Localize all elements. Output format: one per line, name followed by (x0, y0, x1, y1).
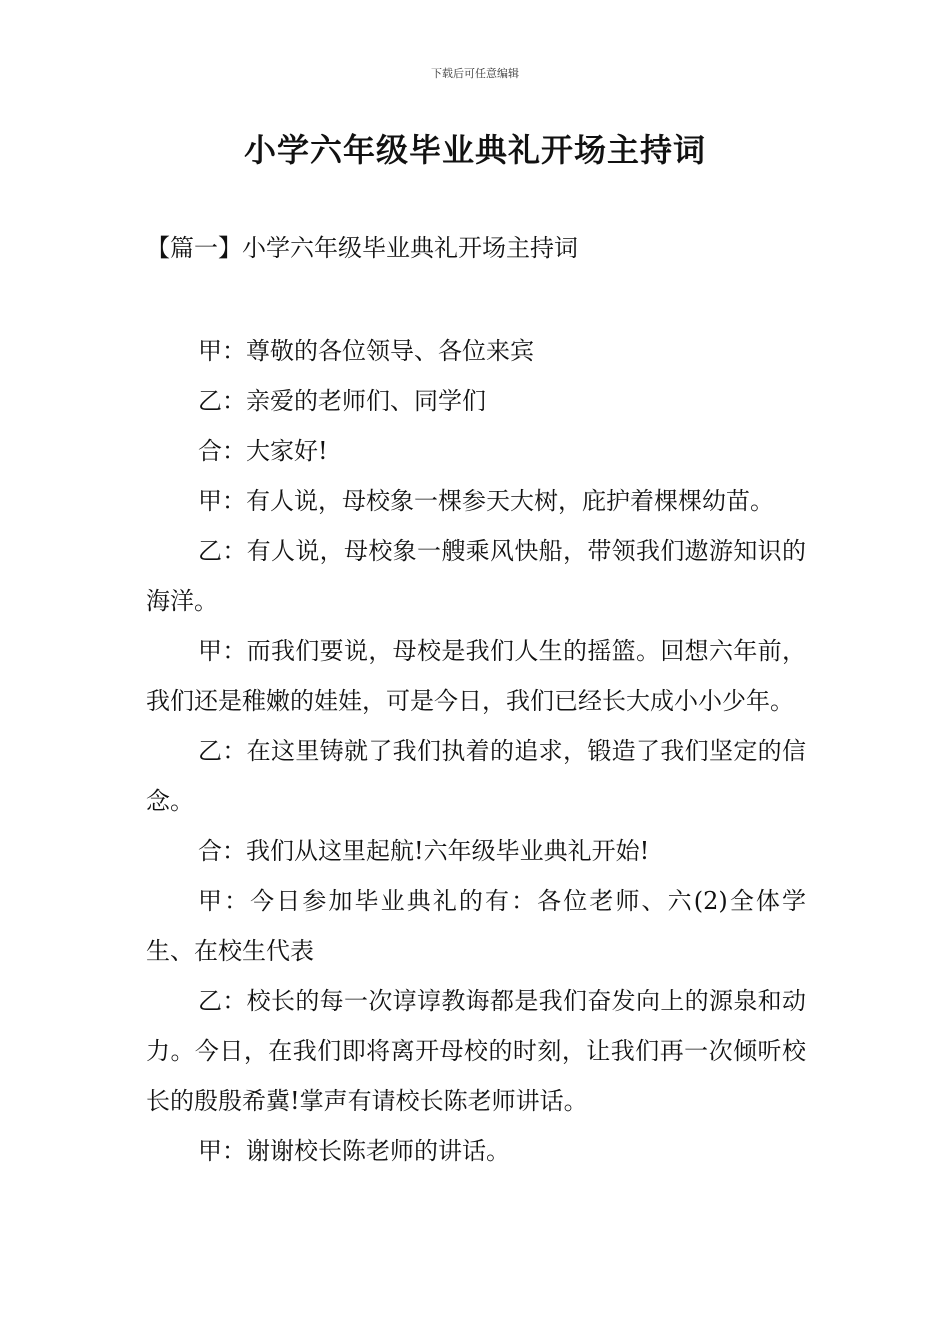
header-note: 下载后可任意编辑 (431, 67, 519, 80)
document-title: 小学六年级毕业典礼开场主持词 (243, 131, 706, 169)
paragraph: 甲：今日参加毕业典礼的有：各位老师、六(2)全体学生、在校生代表 (146, 887, 806, 965)
paragraph: 乙：有人说，母校象一艘乘风快船，带领我们遨游知识的海洋。 (146, 537, 806, 615)
paragraph: 甲：而我们要说，母校是我们人生的摇篮。回想六年前，我们还是稚嫩的娃娃，可是今日，我们已经长大成小小少年。 (146, 637, 806, 715)
paragraph: 乙：亲爱的老师们、同学们 (198, 387, 486, 415)
paragraph: 合：大家好! (198, 437, 328, 465)
section-heading: 【篇一】小学六年级毕业典礼开场主持词 (146, 234, 578, 262)
paragraph: 甲：有人说，母校象一棵参天大树，庇护着棵棵幼苗。 (198, 487, 774, 515)
document-body (146, 326, 806, 1176)
paragraph: 甲：谢谢校长陈老师的讲话。 (198, 1137, 510, 1165)
paragraph: 甲：尊敬的各位领导、各位来宾 (198, 337, 534, 365)
paragraph: 合：我们从这里起航!六年级毕业典礼开始! (198, 837, 650, 865)
paragraph: 乙：校长的每一次谆谆教诲都是我们奋发向上的源泉和动力。今日，在我们即将离开母校的时刻，让我们再一次倾听校长的殷殷希冀!掌声有请校长陈老师讲话。 (146, 987, 806, 1115)
paragraph: 乙：在这里铸就了我们执着的追求，锻造了我们坚定的信念。 (146, 737, 806, 815)
